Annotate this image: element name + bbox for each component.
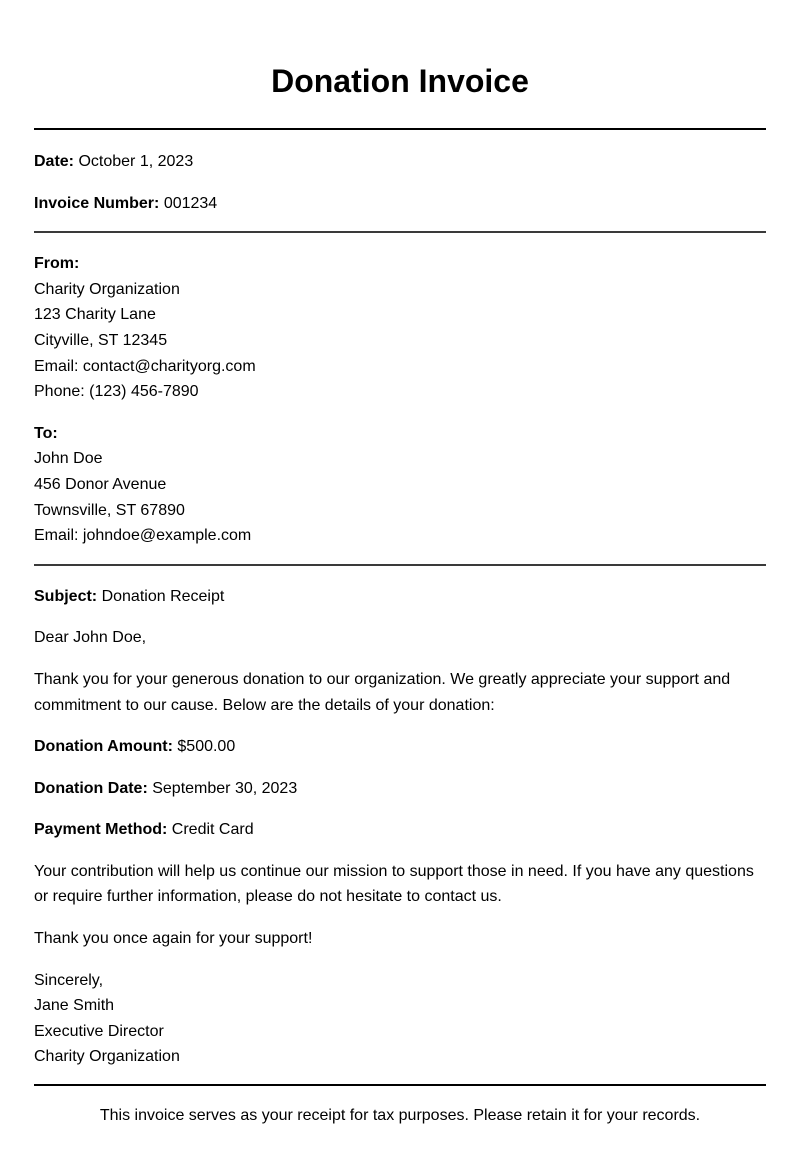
from-phone: Phone: (123) 456-7890 [34,383,199,401]
to-block [34,421,766,549]
signer-title: Executive Director [34,1022,164,1040]
payment-method-line [34,817,766,843]
date-label: Date: [34,153,75,170]
donation-date-line [34,776,766,802]
to-line: John Doe [34,450,103,468]
thanks-line: Thank you once again for your support! [34,930,313,948]
from-line: Cityville, ST 12345 [34,331,168,349]
signer-organization: Charity Organization [34,1048,180,1066]
from-email: Email: contact@charityorg.com [34,357,256,375]
greeting: Dear John Doe, [34,629,147,647]
from-line: 123 Charity Lane [34,306,156,324]
invoice-number-label: Invoice Number: [34,194,160,212]
from-label: From: [34,255,80,273]
donation-amount-line [34,734,766,760]
donation-amount-label: Donation Amount: [34,738,173,756]
date-value: October 1, 2023 [78,153,194,170]
page-title: Donation Invoice [271,63,529,99]
donation-date-value: September 30, 2023 [152,779,298,797]
signature-block [34,968,766,1070]
footer-note: This invoice serves as your receipt for tax purposes. Please retain it for your records. [99,1107,701,1125]
subject-line [34,584,766,610]
subject-value: Donation Receipt [101,587,225,605]
date-line [34,149,766,175]
donation-date-label: Donation Date: [34,779,148,797]
to-label: To: [34,424,58,442]
closing-paragraph: Your contribution will help us continue our mission to support those in need. If you have any questions or require further information, please do not hesitate to contact us. [34,862,754,906]
invoice-number-line [34,191,766,217]
intro-paragraph: Thank you for your generous donation to our organization. We greatly appreciate your support and commitment to our cause. Below are the details of your donation: [34,670,731,714]
invoice-number-value: 001234 [163,194,218,212]
from-block [34,251,766,405]
to-line: 456 Donor Avenue [34,475,167,493]
to-line: Townsville, ST 67890 [34,501,185,519]
payment-method-value: Credit Card [171,821,254,839]
payment-method-label: Payment Method: [34,821,168,839]
donation-amount-value: $500.00 [177,738,236,756]
from-line: Charity Organization [34,280,180,298]
signer-name: Jane Smith [34,997,115,1015]
subject-label: Subject: [34,587,98,605]
to-email: Email: johndoe@example.com [34,527,252,545]
signoff-line: Sincerely, [34,971,104,989]
